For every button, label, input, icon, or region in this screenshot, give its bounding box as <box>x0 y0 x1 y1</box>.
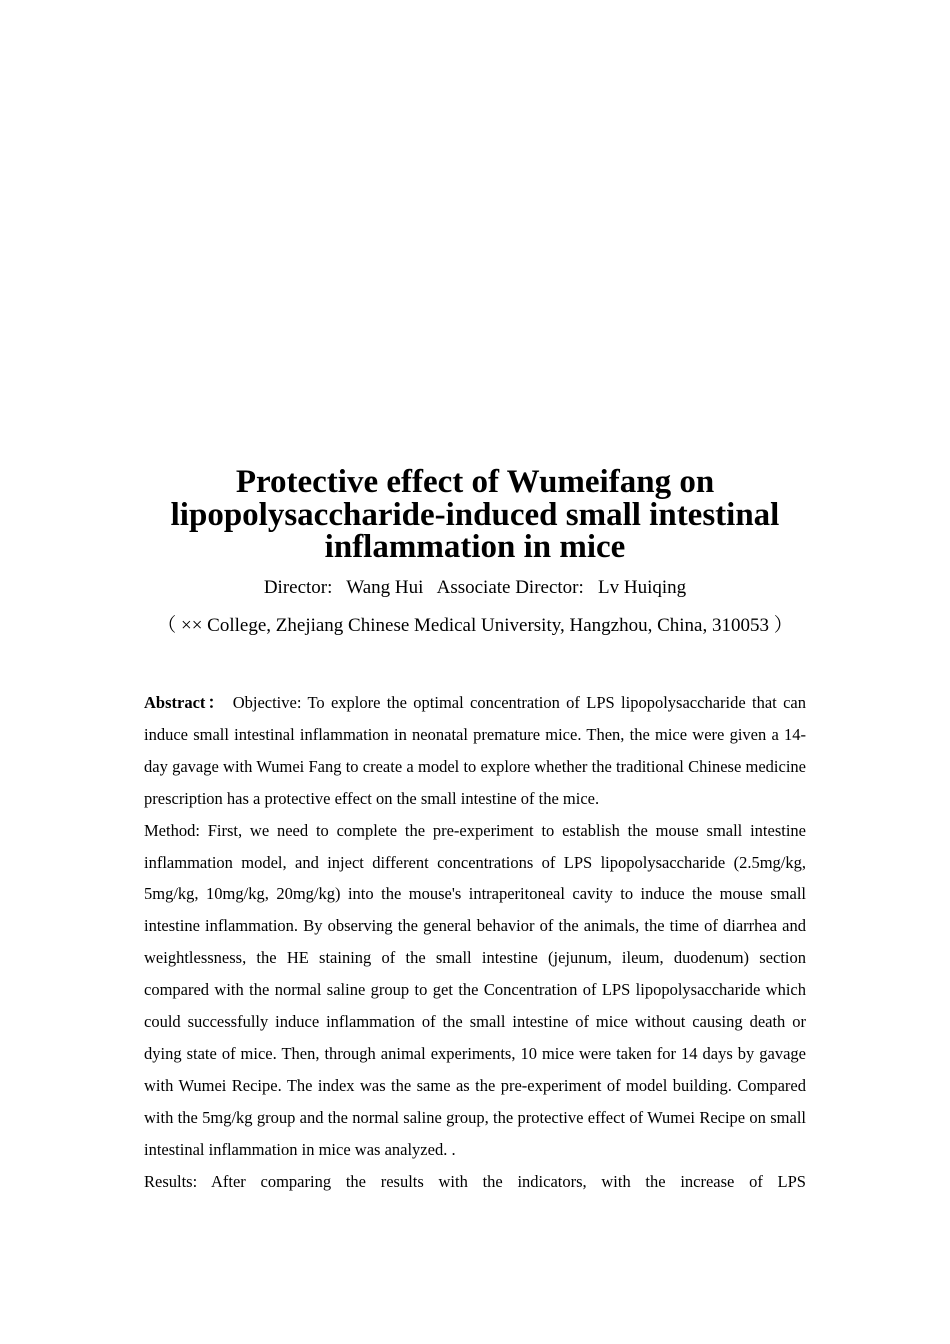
abstract-section <box>144 687 806 1198</box>
abstract-label: Abstract： <box>144 693 227 712</box>
abstract-results-paragraph: Results: After comparing the results with the indicators, with the increase of LPS <box>144 1171 806 1191</box>
abstract-objective-text: Objective: To explore the optimal concentration of LPS lipopolysaccharide that can induce small intestinal inflammation in neonatal premature mice. Then, the mice were given a 14-day gavage with Wumei Fang to create a model to explore whether the traditional Chinese medicine prescription has a protective effect on the small intestine of the mice. <box>144 693 806 808</box>
affiliation-line: （ ×× College, Zhejiang Chinese Medical University, Hangzhou, China, 310053 ） <box>157 615 793 636</box>
title-line-2: lipopolysaccharide-induced small intestinal <box>170 496 780 533</box>
title-line-3: inflammation in mice <box>324 529 626 565</box>
abstract-method-paragraph: Method: First, we need to complete the pre-experiment to establish the mouse small intestine inflammation model, and inject different concentrations of LPS lipopolysaccharide (2.5mg/kg, 5mg/kg, 10mg/kg, 20mg/kg) into the mouse's intraperitoneal cavity to induce the mouse small intestine inflammation. By observing the general behavior of the animals, the time of diarrhea and weightlessness, the HE staining of the small intestine (jejunum, ileum, duodenum) section compared with the normal saline group to get the Concentration of LPS lipopolysaccharide which could successfully induce inflammation of the small intestine of mice without causing death or dying state of mice. Then, through animal experiments, 10 mice were taken for 14 days by gavage with Wumei Recipe. The index was the same as the pre-experiment of model building. Compared with the 5mg/kg group and the normal saline group, the protective effect of Wumei Recipe on small intestinal inflammation in mice was analyzed. . <box>144 820 806 1159</box>
paper-title <box>100 466 850 564</box>
abstract-objective-paragraph <box>144 687 806 815</box>
author-line: Director: Wang Hui Associate Director: Lv Huiqing <box>263 577 687 598</box>
title-line-1: Protective effect of Wumeifang on <box>235 464 715 500</box>
